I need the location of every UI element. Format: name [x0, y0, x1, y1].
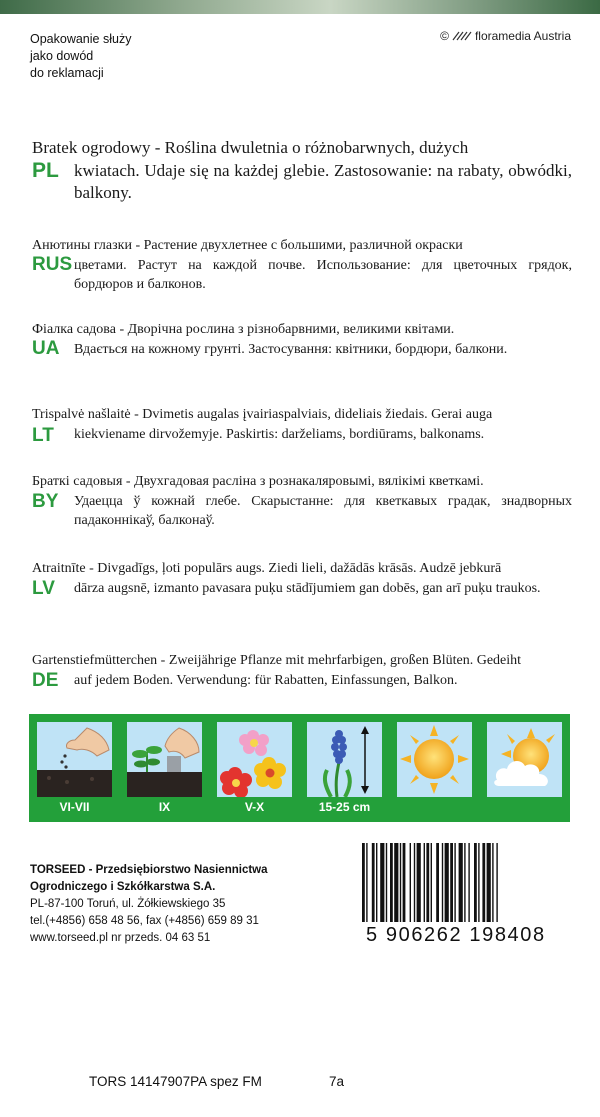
description-pl [32, 137, 572, 205]
desc-rest: kiekviename dirvožemyje. Paskirtis: darželiams, bordiūrams, balkonams. [74, 426, 485, 442]
company-address: PL-87-100 Toruń, ul. Żółkiewskiego 35 [30, 898, 226, 910]
plant-height: 15-25 cm [318, 800, 371, 814]
desc-lead: Gartenstiefmütterchen - Zweijährige Pflanze mit mehrfarbigen, großen Blüten. Gedeiht [32, 653, 522, 668]
description-by [32, 472, 572, 531]
brand-credit [440, 29, 571, 43]
company-name-2: Ogrodniczego i Szkółkarstwa S.A. [30, 881, 216, 893]
company-web: www.torseed.pl nr przeds. 04 63 51 [30, 932, 211, 944]
lang-code: BY [32, 491, 59, 512]
flowering-period: V-X [244, 800, 265, 814]
brand-name: floramedia Austria [474, 29, 571, 43]
lang-code: LV [32, 578, 55, 599]
description-lt [32, 405, 572, 444]
lang-code: LT [32, 425, 54, 446]
lang-code: RUS [32, 254, 73, 275]
full-sun-pictogram [397, 722, 472, 797]
pictogram-band [29, 714, 570, 822]
hand-sowing-icon [37, 722, 112, 797]
top-green-strip [0, 0, 600, 14]
complaint-note [30, 31, 230, 82]
complaint-line: do reklamacji [30, 66, 104, 80]
company-name: TORSEED - Przedsiębiorstwo Nasiennictwa [30, 864, 268, 876]
sowing-pictogram [37, 722, 112, 797]
company-phone: tel.(+4856) 658 48 56, fax (+4856) 659 89 31 [30, 915, 259, 927]
desc-lead: Фіалка садова - Дворічна рослина з різнобарвними, великими квітами. [32, 322, 455, 337]
sowing-period: VI-VII [59, 800, 90, 814]
desc-lead: Trispalvė našlaitė - Dvimetis augalas įvairiaspalviais, dideliais žiedais. Gerai auga [32, 407, 493, 422]
planting-pictogram [127, 722, 202, 797]
partial-sun-pictogram [487, 722, 562, 797]
complaint-line: jako dowód [30, 49, 94, 63]
sun-cloud-icon [487, 722, 562, 797]
desc-rest: Удаецца ў кожнай глебе. Скарыстанне: для кветкавых градак, знадворных падаконнікаў, балконаў. [74, 493, 572, 528]
barcode-number: 5 906262 198408 [360, 922, 572, 948]
desc-rest: dārza augsnē, izmanto pavasara puķu stādījumiem gan dobēs, gan arī puķu traukos. [74, 580, 541, 596]
desc-rest: цветами. Растут на каждой почве. Использование: для цветочных грядок, бордюров и балконов. [74, 257, 572, 292]
lang-code: UA [32, 338, 60, 359]
desc-rest: kwiatach. Udaje się na każdej glebie. Zastosowanie: na rabaty, obwódki, balkony. [74, 160, 572, 202]
planting-period: IX [158, 800, 171, 814]
flowers-icon [217, 722, 292, 797]
desc-rest: auf jedem Boden. Verwendung: für Rabatten, Einfassungen, Balkon. [74, 672, 458, 688]
flowering-pictogram [217, 722, 292, 797]
seedling-planting-icon [127, 722, 202, 797]
description-rus [32, 236, 572, 295]
floramedia-logo-icon [452, 31, 472, 41]
copyright-icon: © [440, 29, 449, 43]
footer-page: 7a [329, 1074, 345, 1089]
desc-lead: Atraitnīte - Divgadīgs, ļoti populārs augs. Ziedi lieli, dažādās krāsās. Audzē jebkurā [32, 561, 502, 576]
description-de [32, 651, 572, 690]
sun-icon [397, 722, 472, 797]
height-pictogram [307, 722, 382, 797]
plant-height-icon [307, 722, 382, 797]
complaint-line: Opakowanie służy [30, 32, 132, 46]
footer-code: TORS 14147907PA spez FM [89, 1074, 262, 1089]
description-ua [32, 320, 572, 359]
lang-code: PL [32, 159, 59, 182]
desc-lead: Браткі садовыя - Двухгадовая расліна з рознакаляровымі, вялікімі кветкамі. [32, 474, 484, 489]
company-info [30, 862, 350, 947]
lang-code: DE [32, 670, 59, 691]
desc-lead: Анютины глазки - Растение двухлетнее с большими, различной окраски [32, 238, 463, 253]
description-lv [32, 559, 572, 598]
desc-lead: Bratek ogrodowy - Roślina dwuletnia o różnobarwnych, dużych [32, 138, 469, 157]
desc-rest: Вдається на кожному грунті. Застосування: квітники, бордюри, балкони. [74, 341, 508, 357]
